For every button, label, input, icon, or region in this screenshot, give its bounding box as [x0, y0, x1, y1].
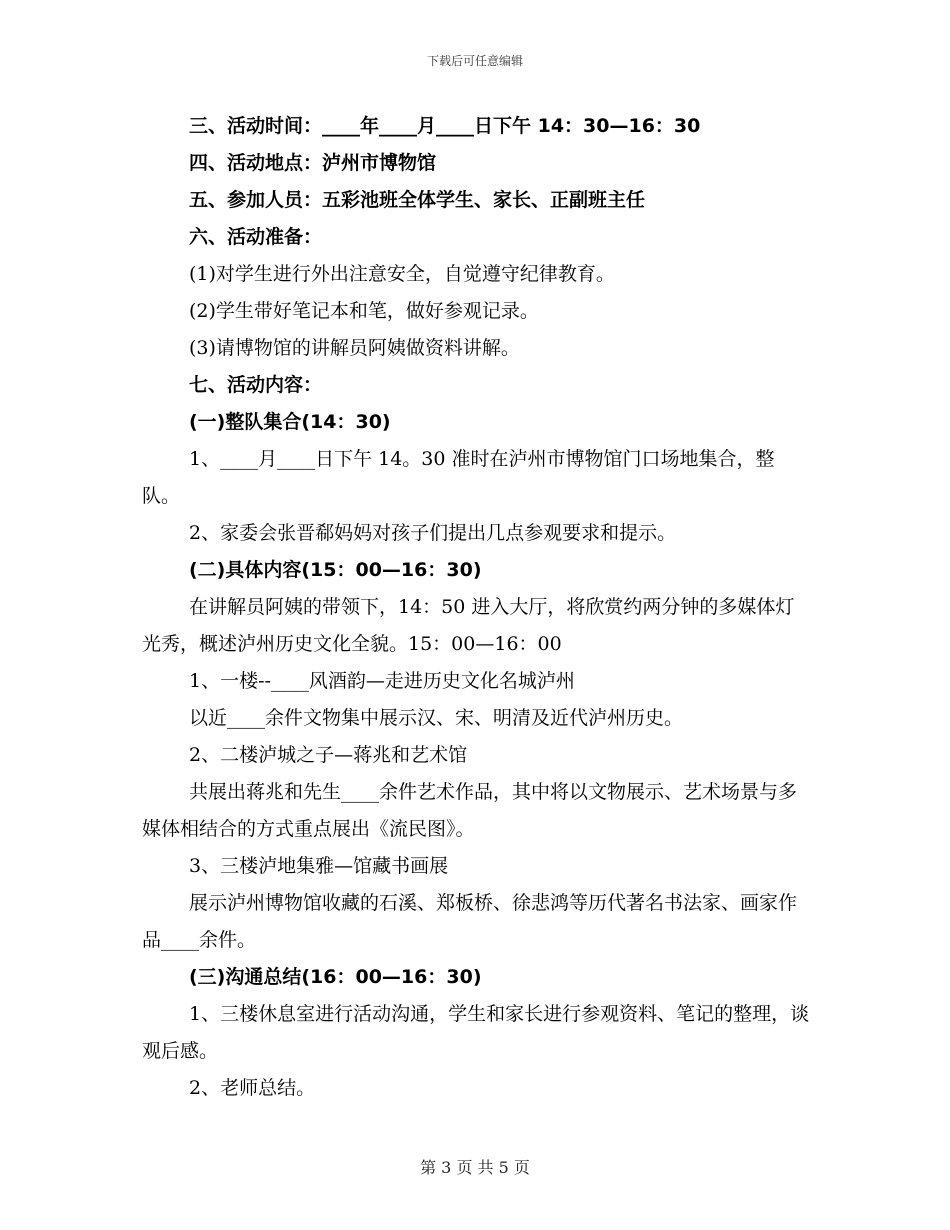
document-body: [142, 108, 810, 1107]
floor2-desc: 共展出蒋兆和先生____余件艺术作品，其中将以文物展示、艺术场景与多媒体相结合的方式重点展出《流民图》。: [142, 781, 798, 840]
section-preparation: 六、活动准备：: [189, 226, 323, 248]
part2-intro: 在讲解员阿姨的带领下，14：50 进入大厅，将欣赏约两分钟的多媒体灯光秀，概述泸州历史文化全貌。15：00—16：00: [142, 596, 795, 655]
prep-item-3: (3)请博物馆的讲解员阿姨做资料讲解。: [189, 337, 520, 359]
floor1-title: 1、一楼--____风酒韵—走进历史文化名城泸州: [189, 670, 575, 692]
floor2-title: 2、二楼泸城之子—蒋兆和艺术馆: [189, 744, 468, 766]
section-activity-place: 四、活动地点：泸州市博物馆: [189, 152, 437, 174]
part2-title: (二)具体内容(15：00—16：30): [189, 559, 482, 581]
page-header-note: 下载后可任意编辑: [426, 54, 523, 68]
part3-item-2: 2、老师总结。: [189, 1077, 316, 1099]
floor3-title: 3、三楼泸地集雅—馆藏书画展: [189, 855, 449, 877]
floor3-desc: 展示泸州博物馆收藏的石溪、郑板桥、徐悲鸿等历代著名书法家、画家作品____余件。: [142, 892, 798, 951]
part1-item-1: 1、____月____日下午 14。30 准时在泸州市博物馆门口场地集合，整队。: [142, 448, 775, 507]
prep-item-2: (2)学生带好笔记本和笔，做好参观记录。: [189, 300, 539, 322]
part3-title: (三)沟通总结(16：00—16：30): [189, 966, 482, 988]
section-content: 七、活动内容：: [189, 374, 323, 396]
page-footer-number: 第 3 页 共 5 页: [420, 1158, 530, 1177]
part1-item-2: 2、家委会张晋郗妈妈对孩子们提出几点参观要求和提示。: [189, 522, 677, 544]
part1-title: (一)整队集合(14：30): [189, 411, 391, 433]
section-participants: 五、参加人员：五彩池班全体学生、家长、正副班主任: [189, 189, 646, 211]
section-activity-time: 三、活动时间：____年____月____日下午 14：30—16：30: [189, 115, 701, 137]
part3-item-1: 1、三楼休息室进行活动沟通，学生和家长进行参观资料、笔记的整理，谈观后感。: [142, 1003, 810, 1062]
prep-item-1: (1)对学生进行外出注意安全，自觉遵守纪律教育。: [189, 263, 615, 285]
floor1-desc: 以近____余件文物集中展示汉、宋、明清及近代泸州历史。: [189, 707, 684, 729]
